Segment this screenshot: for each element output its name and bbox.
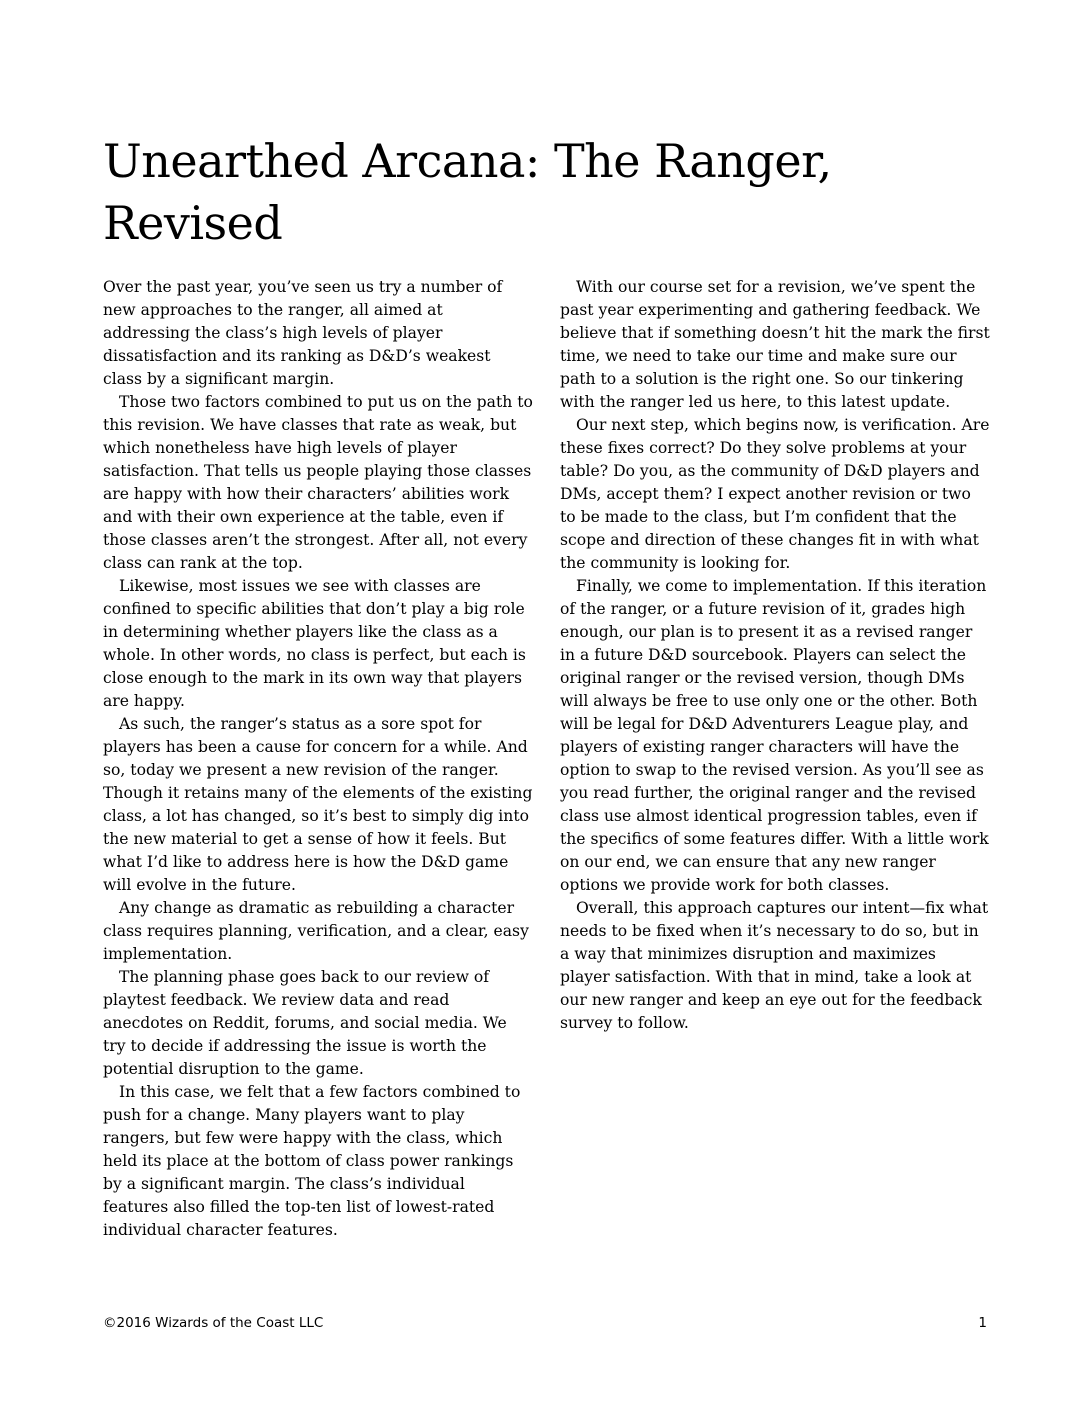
left-column xyxy=(103,276,533,1242)
paragraph: Any change as dramatic as rebuilding a character class requires planning, verification, and a clear, easy implementation. xyxy=(103,899,529,963)
page-number: 1 xyxy=(978,1315,987,1331)
paragraph: Finally, we come to implementation. If this iteration of the ranger, or a future revision of it, grades high enough, our plan is to present it as a revised ranger in a future D&D sourcebook. Players can select the original ranger or the revised version, though DMs will always be free to use only one or the other. Both will be legal for D&D Adventurers League play, and players of existing ranger characters will have the option to swap to the revised version. As you’ll see as you read further, the original ranger and the revised class use almost identical progression tables, even if the specifics of some features differ. With a little work on our end, we can ensure that any new ranger options we provide work for both classes. xyxy=(560,577,989,894)
page-footer xyxy=(103,1313,987,1333)
copyright-notice: ©2016 Wizards of the Coast LLC xyxy=(103,1315,324,1331)
paragraph: Over the past year, you’ve seen us try a number of new approaches to the ranger, all aimed at addressing the class’s high levels of player dissatisfaction and its ranking as D&D’s weakest class by a significant margin. xyxy=(103,278,503,388)
paragraph: Those two factors combined to put us on the path to this revision. We have classes that rate as weak, but which nonetheless have high levels of player satisfaction. That tells us people playing those classes are happy with how their characters’ abilities work and with their own experience at the table, even if those classes aren’t the strongest. After all, not every class can rank at the top. xyxy=(103,393,533,572)
document-title: Unearthed Arcana: The Ranger, Revised xyxy=(103,134,832,250)
paragraph: As such, the ranger’s status as a sore spot for players has been a cause for concern for a while. And so, today we present a new revision of the ranger. Though it retains many of the elements of the existing class, a lot has changed, so it’s best to simply dig into the new material to get a sense of how it feels. But what I’d like to address here is how the D&D game will evolve in the future. xyxy=(103,715,533,894)
paragraph: Our next step, which begins now, is verification. Are these fixes correct? Do they solve problems at your table? Do you, as the community of D&D players and DMs, accept them? I expect another revision or two to be made to the class, but I’m confident that the scope and direction of these changes fit in with what the community is looking for. xyxy=(560,416,990,572)
paragraph: The planning phase goes back to our review of playtest feedback. We review data and read anecdotes on Reddit, forums, and social media. We try to decide if addressing the issue is worth the potential disruption to the game. xyxy=(103,968,507,1078)
paragraph: Likewise, most issues we see with classes are confined to specific abilities that don’t play a big role in determining whether players like the class as a whole. In other words, no class is perfect, but each is close enough to the mark in its own way that players are happy. xyxy=(103,577,526,710)
right-column xyxy=(560,276,990,1035)
paragraph: Overall, this approach captures our intent—fix what needs to be fixed when it’s necessary to do so, but in a way that minimizes disruption and maximizes player satisfaction. With that in mind, take a look at our new ranger and keep an eye out for the feedback survey to follow. xyxy=(560,899,989,1032)
paragraph: With our course set for a revision, we’ve spent the past year experimenting and gathering feedback. We believe that if something doesn’t hit the mark the first time, we need to take our time and make sure our path to a solution is the right one. So our tinkering with the ranger led us here, to this latest update. xyxy=(560,278,990,411)
paragraph: In this case, we felt that a few factors combined to push for a change. Many players want to play rangers, but few were happy with the class, which held its place at the bottom of class power rankings by a significant margin. The class’s individual features also filled the top-ten list of lowest-rated individual character features. xyxy=(103,1083,521,1239)
